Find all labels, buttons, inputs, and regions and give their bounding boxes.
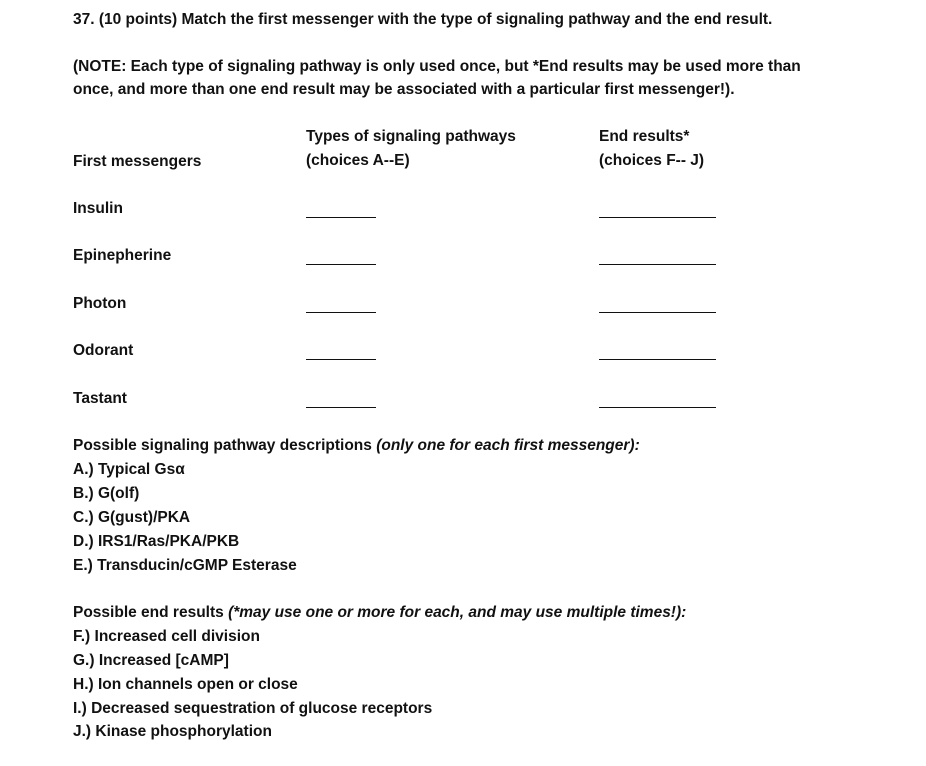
row-label-epinepherine: Epinepherine <box>73 247 172 264</box>
end-results-heading-note: (*may use one or more for each, and may use multiple times!): <box>228 604 687 621</box>
pathways-column-header: Types of signaling pathways <box>306 128 516 145</box>
pathway-answer-blank[interactable] <box>306 407 376 408</box>
results-column-header: End results* <box>599 128 690 145</box>
list-item: C.) G(gust)/PKA <box>73 509 191 526</box>
end-results-heading <box>73 604 686 622</box>
list-item: G.) Increased [cAMP] <box>73 652 229 669</box>
list-item: D.) IRS1/Ras/PKA/PKB <box>73 533 240 550</box>
result-answer-blank[interactable] <box>599 217 716 218</box>
note-line-2: once, and more than one end result may be associated with a particular first messenger!). <box>73 81 735 98</box>
pathways-heading-note: (only one for each first messenger): <box>376 437 640 454</box>
pathways-heading-text: Possible signaling pathway descriptions <box>73 437 377 454</box>
pathway-answer-blank[interactable] <box>306 217 376 218</box>
list-item: H.) Ion channels open or close <box>73 676 298 693</box>
row-label-insulin: Insulin <box>73 200 123 217</box>
pathway-answer-blank[interactable] <box>306 359 376 360</box>
row-label-photon: Photon <box>73 295 127 312</box>
pathway-answer-blank[interactable] <box>306 264 376 265</box>
list-item: A.) Typical Gsα <box>73 461 185 478</box>
pathways-heading <box>73 437 640 455</box>
result-answer-blank[interactable] <box>599 264 716 265</box>
end-results-heading-text: Possible end results <box>73 604 229 621</box>
list-item: I.) Decreased sequestration of glucose receptors <box>73 700 433 717</box>
row-label-tastant: Tastant <box>73 390 127 407</box>
row-label-odorant: Odorant <box>73 342 134 359</box>
results-column-subheader: (choices F-- J) <box>599 152 705 169</box>
question-title: 37. (10 points) Match the first messenger with the type of signaling pathway and the end result. <box>73 11 773 28</box>
list-item: B.) G(olf) <box>73 485 140 502</box>
messengers-column-header: First messengers <box>73 153 202 170</box>
list-item: J.) Kinase phosphorylation <box>73 723 272 740</box>
list-item: F.) Increased cell division <box>73 628 260 645</box>
result-answer-blank[interactable] <box>599 312 716 313</box>
note-line-1: (NOTE: Each type of signaling pathway is only used once, but *End results may be used more than <box>73 58 801 75</box>
pathways-column-subheader: (choices A--E) <box>306 152 410 169</box>
list-item: E.) Transducin/cGMP Esterase <box>73 557 297 574</box>
result-answer-blank[interactable] <box>599 407 716 408</box>
pathway-answer-blank[interactable] <box>306 312 376 313</box>
result-answer-blank[interactable] <box>599 359 716 360</box>
